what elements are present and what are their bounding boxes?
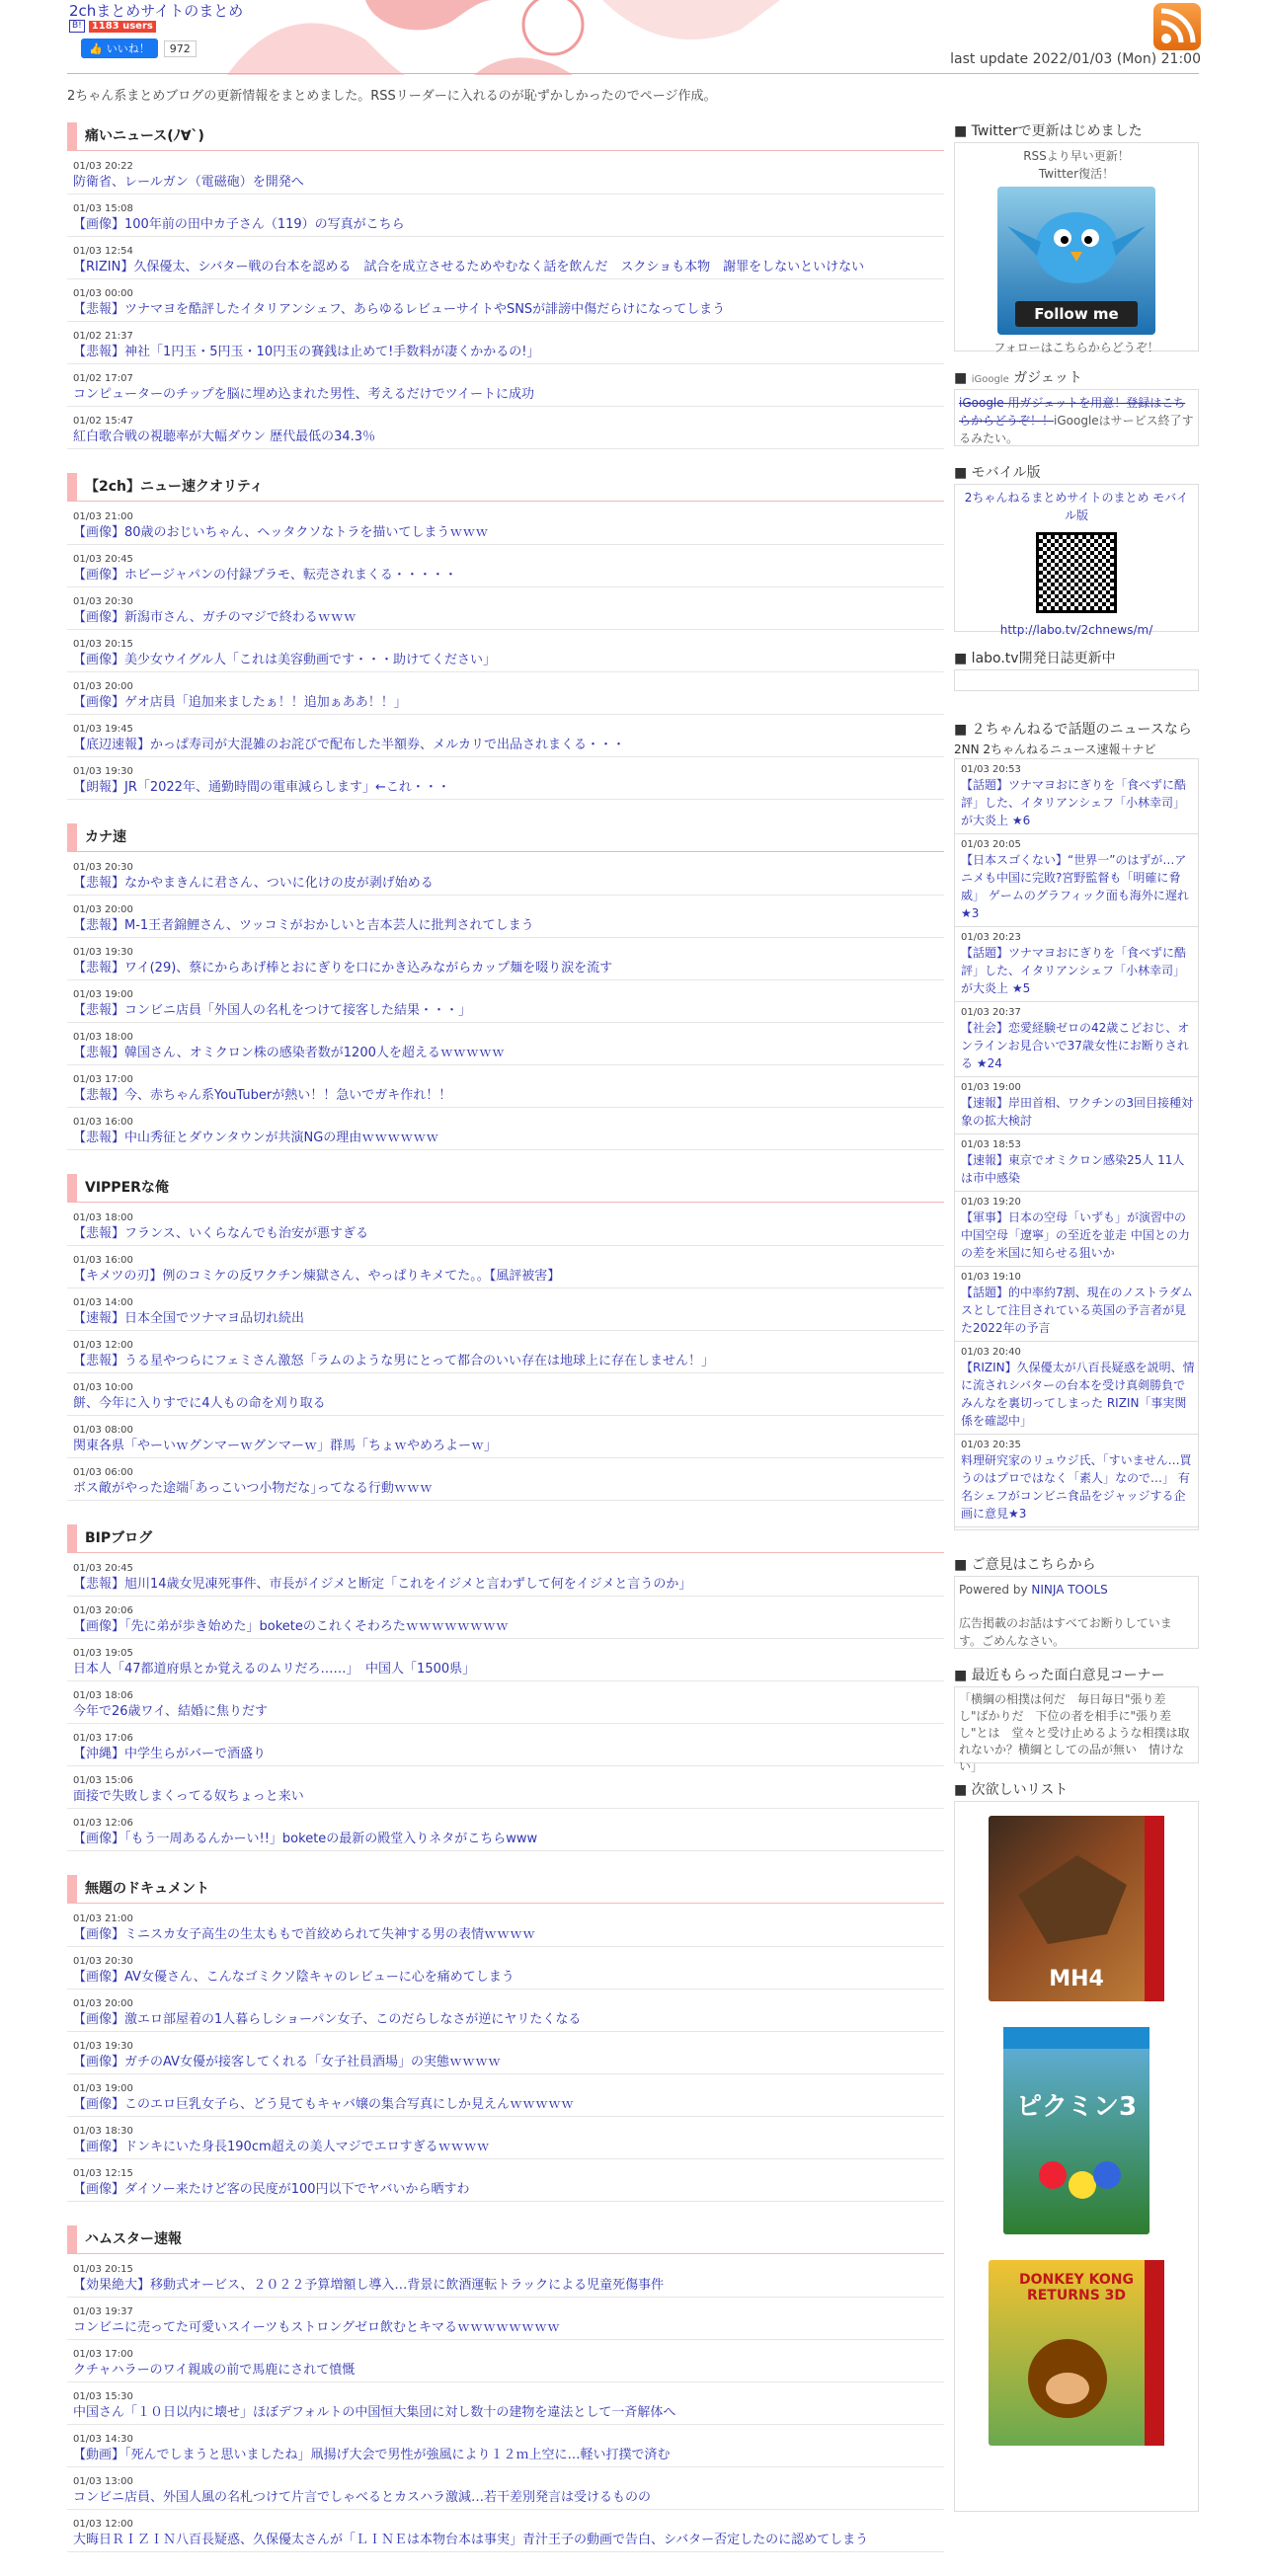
entry-title-link[interactable]: 【画像】AV女優さん、こんなゴミクソ陰キャのレビューに心を痛めてしまう: [73, 1970, 515, 1985]
entry-date: 01/03 18:00: [73, 1032, 133, 1043]
news-title-link[interactable]: 【話題】的中率約7割、現在のノストラダムスとして注目されている英国の予言者が見た2022年の予言: [961, 1286, 1194, 1335]
entry-title-link[interactable]: 【悲報】コンビニ店員「外国人の名札をつけて接客した結果・・・」: [73, 1003, 472, 1018]
wishlist-widget: [954, 1801, 1199, 2512]
entry-title-link[interactable]: 【動画】「死んでしまうと思いましたね」凧揚げ大会で男性が強風により１２ｍ上空に…軽い打撲で済む: [73, 2448, 671, 2462]
twitter-line-1: RSSより早い更新！: [1023, 149, 1130, 163]
entry-title-link[interactable]: 【画像】美少女ウイグル人「これは美容動画です・・・助けてください」: [73, 653, 496, 667]
entry-date: 01/03 12:06: [73, 1818, 133, 1829]
list-item: [67, 1729, 944, 1766]
entry-title-link[interactable]: クチャハラーのワイ親戚の前で馬鹿にされて憤慨: [73, 2363, 356, 2378]
list-item: [67, 1601, 944, 1639]
list-item: [67, 1644, 944, 1681]
opinion-widget-title: ■ 最近もらった面白意見コーナー: [954, 1668, 1165, 1683]
site-intro: 2ちゃん系まとめブログの更新情報をまとめました。RSSリーダーに入れるのが恥ずかしかったのでページ作成。: [67, 89, 717, 104]
entry-date: 01/03 06:00: [73, 1467, 133, 1478]
entry-date: 01/03 13:00: [73, 2476, 133, 2487]
list-item: [67, 1910, 944, 1947]
entry-date: 01/03 20:00: [73, 904, 133, 915]
blog-section-title[interactable]: カナ速: [67, 823, 944, 852]
entry-title-link[interactable]: 日本人「47都道府県とか覚えるのムリだろ……」 中国人「1500県」: [73, 1662, 476, 1677]
sidebar: [954, 120, 1199, 2528]
hatena-bookmark-icon[interactable]: B!: [69, 20, 85, 33]
entry-title-link[interactable]: 【悲報】今、赤ちゃん系YouTuberが熱い！！急いでガキ作れ！！: [73, 1088, 452, 1103]
entry-title-link[interactable]: 【RIZIN】久保優太、シバター戦の台本を認める 試合を成立させるためやむなく話を飲んだ スクショも本物 謝罪をしないといけない: [73, 260, 865, 274]
entry-title-link[interactable]: 【画像】新潟市さん、ガチのマジで終わるｗｗｗ: [73, 610, 357, 625]
list-item: [67, 507, 944, 545]
entry-title-link[interactable]: 関東各県「やーいｗグンマーｗグンマーｗ」群馬「ちょｗやめろよーｗ」: [73, 1439, 498, 1453]
entry-date: 01/03 16:00: [73, 1117, 133, 1128]
like-label: いいね！: [106, 42, 150, 55]
labo-widget-title: ■ labo.tv開発日誌更新中: [954, 651, 1116, 666]
news-item: [955, 927, 1198, 1002]
blog-feed-list: [67, 122, 944, 2576]
blog-section: [67, 122, 944, 449]
entry-date: 01/03 17:06: [73, 1733, 133, 1744]
list-item: [67, 1209, 944, 1246]
blog-section-title[interactable]: 無題のドキュメント: [67, 1875, 944, 1904]
list-item: [67, 2260, 944, 2298]
entry-title-link[interactable]: 【画像】激エロ部屋着の1人暮らしショーパン女子、このだらしなさが逆にヤリたくなる: [73, 2012, 582, 2027]
list-item: [67, 720, 944, 757]
list-item: [67, 327, 944, 364]
bookmark-badges: [69, 20, 156, 33]
list-item: [67, 2472, 944, 2510]
list-item: [67, 550, 944, 587]
list-item: [67, 1070, 944, 1108]
header-illustration: [227, 0, 780, 75]
entry-date: 01/03 20:30: [73, 1956, 133, 1967]
wishlist-game-name: MH4: [1049, 1967, 1104, 1991]
entry-title-link[interactable]: 大晦日ＲＩＺＩＮ八百長疑惑、久保優太さんが「ＬＩＮＥは本物台本は事実」青汁王子の動画で告白、シバター否定したのに認めてしまう: [73, 2533, 869, 2547]
entry-title-link[interactable]: ボス敵がやった途端｢あっこいつ小物だな｣ってなる行動ｗｗｗ: [73, 1481, 433, 1496]
entry-title-link[interactable]: 中国さん「１０日以内に壊せ」ほぼデフォルトの中国恒大集団に対し数十の建物を違法として一斉解体へ: [73, 2405, 676, 2420]
last-update: last update 2022/01/03 (Mon) 21:00: [950, 51, 1201, 67]
entry-date: 01/03 20:15: [73, 639, 133, 650]
entry-date: 01/03 19:30: [73, 2041, 133, 2052]
entry-title-link[interactable]: 【沖縄】中学生らがバーで酒盛り: [73, 1747, 267, 1761]
thumbs-up-icon: 👍: [89, 41, 103, 55]
news-item: [955, 1077, 1198, 1134]
list-item: [67, 2515, 944, 2552]
list-item: [67, 592, 944, 630]
entry-date: 01/03 17:00: [73, 1074, 133, 1085]
news-title-link[interactable]: 【RIZIN】久保優太が八百長疑惑を説明、情に流されシバターの台本を受け真剣勝負でみんなを裏切ってしまった RIZIN「事実関係を確認中」: [961, 1361, 1195, 1428]
ninja-tools-link[interactable]: NINJA TOOLS: [1031, 1583, 1108, 1597]
blog-section-title[interactable]: 【2ch】ニュー速クオリティ: [67, 473, 944, 502]
facebook-like: [81, 39, 197, 58]
wishlist-game-name: ピクミン3: [1015, 2092, 1138, 2122]
feedback-widget: [954, 1576, 1199, 1649]
pikmin3-cover-art: [1003, 2027, 1149, 2234]
news-item: [955, 1342, 1198, 1435]
entry-title-link[interactable]: 【底辺速報】かっぱ寿司が大混雑のお詫びで配布した半額券、メルカリで出品されまくる・・・: [73, 738, 626, 752]
list-item: [67, 157, 944, 195]
entry-date: 01/02 17:07: [73, 373, 133, 384]
rss-feed-icon[interactable]: [1153, 3, 1201, 50]
entry-title-link[interactable]: 【画像】100年前の田中カ子さん（119）の写真がこちら: [73, 217, 405, 232]
list-item: [67, 2387, 944, 2425]
list-item: [67, 1028, 944, 1065]
list-item: [67, 1251, 944, 1288]
feedback-widget-title: ■ ご意見はこちらから: [954, 1557, 1096, 1573]
news-title-link[interactable]: 【速報】岸田首相、ワクチンの3回目接種対象の拡大検討: [961, 1096, 1194, 1128]
list-item: [67, 2164, 944, 2202]
list-item: [67, 2079, 944, 2117]
powered-by-label: Powered by: [959, 1583, 1032, 1597]
entry-title-link[interactable]: 【画像】80歳のおじいちゃん、ヘッタクソなトラを描いてしまうｗｗｗ: [73, 525, 489, 540]
news-title-link[interactable]: 【話題】ツナマヨおにぎりを「食べずに酷評」した、イタリアンシェフ「小林幸司」が大炎上 ★5: [961, 946, 1187, 995]
list-item: [67, 985, 944, 1023]
feedback-note: 広告掲載のお話はすべてお断りしています。ごめんなさい。: [959, 1616, 1172, 1648]
news-item: [955, 1134, 1198, 1192]
list-item: [67, 635, 944, 672]
news-title-link[interactable]: 料理研究家のリュウジ氏、「すいません…買うのはプロではなく「素人」なので…」 有名シェフがコンビニ食品をジャッジする企画に意見★3: [961, 1453, 1192, 1521]
mobile-url-link[interactable]: http://labo.tv/2chnews/m/: [999, 623, 1153, 637]
list-item: [67, 2303, 944, 2340]
entry-date: 01/03 19:00: [73, 2083, 133, 2094]
entry-date: 01/03 20:22: [73, 161, 133, 172]
list-item: [67, 242, 944, 279]
header-divider: [67, 73, 1199, 74]
igoogle-note: iGoogleはサービス終了するみたい。: [959, 414, 1194, 445]
news-widget-subtitle: 2NN 2ちゃんねるニュース速報＋ナビ: [954, 742, 1156, 756]
entry-date: 01/03 18:06: [73, 1690, 133, 1701]
blog-section-title[interactable]: 痛いニュース(ﾉ∀`): [67, 122, 944, 151]
twitter-widget-title: ■ Twitterで更新はじめました: [954, 123, 1143, 139]
news-title-link[interactable]: 【軍事】日本の空母「いずも」が演習中の中国空母「遼寧」の至近を並走 中国との力の差を米国に知らせる狙いか: [961, 1210, 1190, 1260]
twitter-follow-image[interactable]: [997, 187, 1155, 335]
site-header: [0, 0, 1268, 75]
entry-date: 01/03 08:00: [73, 1425, 133, 1436]
entry-title-link[interactable]: 【悲報】神社「1円玉・5円玉・10円玉の賽銭は止めて!手数料が凄くかかるの!」: [73, 345, 540, 359]
entry-title-link[interactable]: 【悲報】中山秀征とダウンタウンが共演NGの理由ｗｗｗｗｗｗ: [73, 1131, 439, 1145]
news-date: 01/03 19:00: [961, 1082, 1021, 1093]
list-item: [67, 2430, 944, 2467]
igoogle-widget-title: [954, 367, 1199, 387]
entry-title-link[interactable]: 面接で失敗しまくってる奴ちょっと来い: [73, 1789, 304, 1804]
news-title-link[interactable]: 【話題】ツナマヨおにぎりを「食べずに酷評」した、イタリアンシェフ「小林幸司」が大炎上 ★6: [961, 778, 1187, 827]
entry-date: 01/03 20:45: [73, 554, 133, 565]
entry-date: 01/03 10:00: [73, 1382, 133, 1393]
hatena-users-count[interactable]: 1183 users: [89, 21, 156, 33]
entry-title-link[interactable]: 【画像】ドンキにいた身長190cm超えの美人マジでエロすぎるｗｗｗｗ: [73, 2140, 490, 2154]
news-date: 01/03 18:53: [961, 1139, 1021, 1150]
entry-title-link[interactable]: 餅、今年に入りすでに4人もの命を刈り取る: [73, 1396, 326, 1411]
blog-section: [67, 2225, 944, 2552]
igoogle-gadget-link[interactable]: iGoogle 用ガジェットを用意！登録はこちらからどうぞ！！: [959, 396, 1186, 428]
news-widget: [954, 758, 1199, 1530]
entry-title-link[interactable]: 【悲報】旭川14歳女児凍死事件、市長がイジメと断定「これをイジメと言わずして何をイジメと言うのか」: [73, 1577, 692, 1592]
news-item: [955, 1002, 1198, 1077]
news-date: 01/03 20:37: [961, 1007, 1021, 1018]
blog-section: [67, 473, 944, 800]
list-item: [67, 858, 944, 896]
follow-me-label: Follow me: [1015, 301, 1138, 327]
twitter-widget: [954, 142, 1199, 354]
twitter-line-2: Twitter復活！: [1038, 167, 1115, 181]
blog-section-title[interactable]: ハムスター速報: [67, 2225, 944, 2254]
list-item: [67, 1994, 944, 2032]
like-count: 972: [164, 40, 197, 57]
entry-date: 01/03 17:00: [73, 2349, 133, 2360]
news-date: 01/03 20:35: [961, 1440, 1021, 1450]
entry-date: 01/03 20:30: [73, 862, 133, 873]
qr-code-icon: [1036, 532, 1117, 613]
like-button[interactable]: [81, 39, 158, 58]
entry-date: 01/03 15:08: [73, 203, 133, 214]
news-item: [955, 1192, 1198, 1267]
wishlist-title: ■ 次欲しいリスト: [954, 1782, 1069, 1798]
entry-title-link[interactable]: 【画像】ゲオ店員「追加来ましたぁ！！追加ぁああ！！」: [73, 695, 407, 710]
list-item: [67, 284, 944, 322]
entry-title-link[interactable]: 【悲報】M-1王者錦鯉さん、ツッコミがおかしいと吉本芸人に批判されてしまう: [73, 918, 534, 933]
mobile-widget: [954, 484, 1199, 637]
entry-title-link[interactable]: 【キメツの刃】例のコミケの反ワクチン煉獄さん、やっぱりキメてた。。【風評被害】: [73, 1269, 561, 1284]
news-date: 01/03 19:20: [961, 1197, 1021, 1208]
entry-date: 01/03 21:00: [73, 1913, 133, 1924]
entry-date: 01/03 20:00: [73, 1998, 133, 2009]
news-date: 01/03 20:53: [961, 764, 1021, 775]
entry-date: 01/03 16:00: [73, 1255, 133, 1266]
blog-section-title[interactable]: VIPPERな俺: [67, 1174, 944, 1203]
igoogle-widget: [954, 389, 1199, 446]
entry-title-link[interactable]: 【画像】ミニスカ女子高生の生太ももで首絞められて失神する男の表情ｗｗｗｗ: [73, 1927, 536, 1942]
entry-date: 01/03 19:45: [73, 724, 133, 735]
entry-date: 01/03 12:00: [73, 2519, 133, 2530]
news-widget-title: ■ ２ちゃんねるで話題のニュースなら: [954, 722, 1192, 738]
entry-date: 01/03 15:06: [73, 1775, 133, 1786]
entry-title-link[interactable]: 【画像】「先に弟が歩き始めた」boketeのこれくそわろたｗｗｗｗｗｗｗｗ: [73, 1619, 509, 1634]
mobile-site-link[interactable]: 2ちゃんねるまとめサイトのまとめ モバイル版: [964, 491, 1189, 522]
entry-title-link[interactable]: 【朗報】JR「2022年、通勤時間の電車減らします」←これ・・・: [73, 780, 450, 795]
entry-title-link[interactable]: 【悲報】フランス、いくらなんでも治安が悪すぎる: [73, 1226, 369, 1241]
entry-date: 01/02 15:47: [73, 416, 133, 427]
entry-date: 01/03 19:00: [73, 989, 133, 1000]
entry-date: 01/03 20:06: [73, 1605, 133, 1616]
list-item: [67, 412, 944, 449]
news-item: [955, 1435, 1198, 1527]
wishlist-game-name: DONKEY KONG RETURNS 3D: [1019, 2272, 1134, 2303]
list-item: [67, 2122, 944, 2159]
entry-title-link[interactable]: 【画像】ガチのAV女優が接客してくれる「女子社員酒場」の実態ｗｗｗｗ: [73, 2055, 501, 2069]
entry-date: 01/03 20:45: [73, 1563, 133, 1574]
entry-title-link[interactable]: 【画像】このエロ巨乳女子ら、どう見てもキャバ嬢の集合写真にしか見えんｗｗｗｗｗ: [73, 2097, 575, 2112]
igoogle-title: ガジェット: [1013, 370, 1082, 386]
list-item: [67, 1686, 944, 1724]
entry-title-link[interactable]: 【悲報】韓国さん、オミクロン株の感染者数が1200人を超えるｗｗｗｗｗ: [73, 1046, 505, 1060]
list-item: [67, 1421, 944, 1458]
list-item: [67, 1952, 944, 1990]
list-item: [67, 677, 944, 715]
entry-title-link[interactable]: 今年で26歳ワイ、結婚に焦りだす: [73, 1704, 268, 1719]
news-title-link[interactable]: 【社会】恋愛経験ゼロの42歳こどおじ、オンラインお見合いで37歳女性にお断りされる ★24: [961, 1021, 1190, 1070]
news-date: 01/03 20:23: [961, 932, 1021, 943]
entry-date: 01/03 18:00: [73, 1212, 133, 1223]
blog-section: [67, 1875, 944, 2202]
igoogle-title-prefix: ■: [954, 370, 968, 386]
entry-date: 01/03 12:15: [73, 2168, 133, 2179]
entry-title-link[interactable]: 【悲報】ツナマヨを酷評したイタリアンシェフ、あらゆるレビューサイトやSNSが誹謗中傷だらけになってしまう: [73, 302, 726, 317]
entry-date: 01/03 20:30: [73, 596, 133, 607]
list-item: [67, 1113, 944, 1150]
entry-date: 01/03 18:30: [73, 2126, 133, 2137]
entry-title-link[interactable]: 【悲報】なかやまきんに君さん、ついに化けの皮が剥げ始める: [73, 876, 434, 891]
blog-section: [67, 1524, 944, 1851]
blog-section: [67, 1174, 944, 1501]
blog-section-title[interactable]: BIPブログ: [67, 1524, 944, 1553]
list-item: [67, 1771, 944, 1809]
news-title-link[interactable]: 【日本スゴくない】“世界一”のはずが…アニメも中国に完敗?宮野監督も「明確に脅威」 ゲームのグラフィック面も海外に遅れ★3: [961, 853, 1189, 920]
opinion-text: 「横綱の相撲は何だ 毎日毎日"張り差し"ばかりだ 下位の者を相手に"張り差し"とは 堂々と受け止めるような相撲は取れないか？横綱としての品が無い 情けない」: [954, 1686, 1199, 1763]
entry-title-link[interactable]: 【効果絶大】移動式オービス、２０２２予算増額し導入…背景に飲酒運転トラックによる児童死傷事件: [73, 2278, 665, 2293]
entry-date: 01/03 19:30: [73, 947, 133, 958]
entry-title-link[interactable]: 紅白歌合戦の視聴率が大幅ダウン 歴代最低の34.3％: [73, 429, 376, 444]
entry-title-link[interactable]: コンピューターのチップを脳に埋め込まれた男性、考えるだけでツイートに成功: [73, 387, 534, 402]
list-item: [67, 762, 944, 800]
entry-date: 01/03 14:00: [73, 1297, 133, 1308]
wishlist-game-mh4[interactable]: [989, 1816, 1164, 2001]
list-item: [67, 1814, 944, 1851]
entry-date: 01/03 00:00: [73, 288, 133, 299]
list-item: [67, 1463, 944, 1501]
entry-title-link[interactable]: 【悲報】ワイ(29)、蔡にからあげ棒とおにぎりを口にかき込みながらカップ麺を啜り涙を流す: [73, 961, 613, 976]
list-item: [67, 369, 944, 407]
entry-title-link[interactable]: 防衛省、レールガン（電磁砲）を開発へ: [73, 175, 304, 190]
entry-title-link[interactable]: 【画像】ダイソー来たけど客の民度が100円以下でヤバいから晒すわ: [73, 2182, 470, 2197]
wishlist-game-donkey-kong[interactable]: [989, 2260, 1164, 2446]
list-item: [67, 1293, 944, 1331]
entry-date: 01/02 21:37: [73, 331, 133, 342]
site-title-link[interactable]: 2chまとめサイトのまとめ: [69, 2, 244, 20]
labo-widget: [954, 669, 1199, 691]
news-date: 01/03 20:05: [961, 839, 1021, 850]
list-item: [67, 2345, 944, 2382]
entry-date: 01/03 12:00: [73, 1340, 133, 1351]
list-item: [67, 943, 944, 980]
entry-title-link[interactable]: 【悲報】うる星やつらにフェミさん激怒「ラムのような男にとって都合のいい存在は地球上に存在しません！」: [73, 1354, 714, 1368]
entry-date: 01/03 20:00: [73, 681, 133, 692]
list-item: [67, 1378, 944, 1416]
entry-title-link[interactable]: 【画像】「もう一周あるんかーい!!」boketeの最新の殿堂入りネタがこちらwww: [73, 1832, 538, 1846]
entry-date: 01/03 19:37: [73, 2306, 133, 2317]
entry-title-link[interactable]: 【速報】日本全国でツナマヨ品切れ続出: [73, 1311, 305, 1326]
twitter-caption: フォローはこちらからどうぞ！: [993, 341, 1159, 354]
entry-date: 01/03 12:54: [73, 246, 133, 257]
entry-title-link[interactable]: コンビニに売ってた可愛いスイーツもストロングゼロ飲むとキマるｗｗｗｗｗｗｗｗ: [73, 2320, 560, 2335]
mobile-widget-title: ■ モバイル版: [954, 465, 1041, 481]
entry-date: 01/03 21:00: [73, 511, 133, 522]
list-item: [67, 199, 944, 237]
entry-date: 01/03 19:05: [73, 1648, 133, 1659]
news-item: [955, 834, 1198, 927]
igoogle-logo: iGoogle: [971, 374, 1009, 385]
list-item: [67, 900, 944, 938]
wishlist-game-pikmin3[interactable]: [1003, 2027, 1149, 2234]
news-date: 01/03 19:10: [961, 1272, 1021, 1283]
entry-title-link[interactable]: 【画像】ホビージャパンの付録プラモ、転売されまくる・・・・・: [73, 568, 457, 583]
entry-title-link[interactable]: コンビニ店員、外国人風の名札つけて片言でしゃべるとカスハラ激減…若干差別発言は受けるものの: [73, 2490, 652, 2505]
news-item: [955, 1267, 1198, 1342]
entry-date: 01/03 14:30: [73, 2434, 133, 2445]
blog-section: [67, 823, 944, 1150]
entry-date: 01/03 19:30: [73, 766, 133, 777]
list-item: [67, 2037, 944, 2074]
list-item: [67, 1336, 944, 1373]
entry-date: 01/03 20:15: [73, 2264, 133, 2275]
list-item: [67, 1559, 944, 1597]
news-item: [955, 759, 1198, 834]
news-date: 01/03 20:40: [961, 1347, 1021, 1358]
news-title-link[interactable]: 【速報】東京でオミクロン感染25人 11人は市中感染: [961, 1153, 1185, 1185]
entry-date: 01/03 15:30: [73, 2391, 133, 2402]
